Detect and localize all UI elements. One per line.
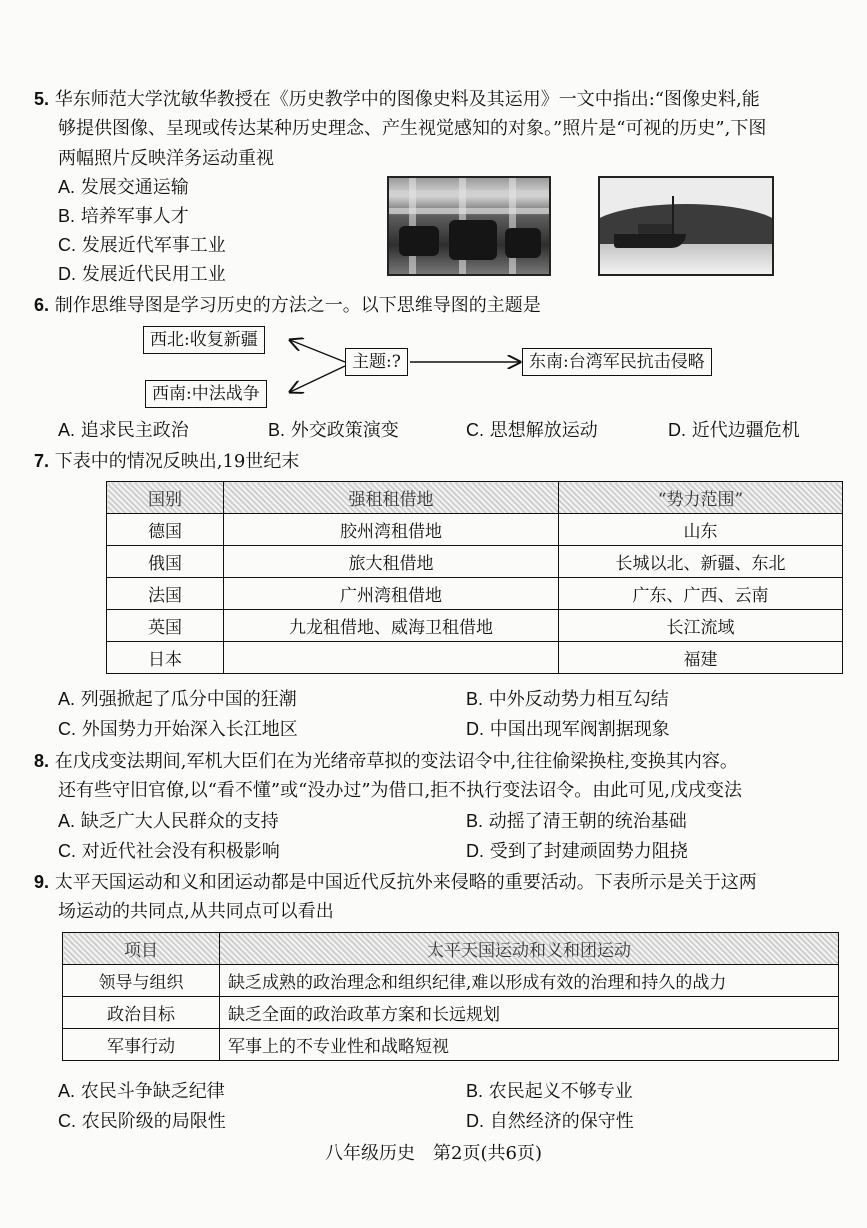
table-cell: 德国 (107, 514, 224, 546)
q5-line2: 够提供图像、呈现或传达某种历史理念、产生视觉感知的对象。”照片是“可视的历史”,下图 (58, 118, 767, 139)
table-cell: 俄国 (107, 546, 224, 578)
table-header: 国别 (107, 482, 224, 514)
table-cell: 九龙租借地、威海卫租借地 (224, 610, 559, 642)
table-cell: 日本 (107, 642, 224, 674)
table-header: “势力范围” (559, 482, 843, 514)
table-row (107, 610, 843, 642)
table-row (63, 997, 839, 1029)
table-header-row (107, 482, 843, 514)
table-cell: 广东、广西、云南 (559, 578, 843, 610)
table-cell: 军事上的不专业性和战略短视 (220, 1029, 839, 1061)
q8-option-d[interactable]: D. 受到了封建顽固势力阻挠 (466, 841, 688, 862)
q9-option-d[interactable]: D. 自然经济的保守性 (466, 1111, 634, 1132)
q8-number: 8. (34, 751, 50, 771)
q5-line3: 两幅照片反映洋务运动重视 (58, 148, 274, 169)
table-row (107, 642, 843, 674)
table-row (107, 578, 843, 610)
q5-option-c[interactable]: C. 发展近代军事工业 (58, 235, 226, 256)
q8-line2: 还有些守旧官僚,以“看不懂”或“没办过”为借口,拒不执行变法诏令。由此可见,戊戌变法 (58, 780, 742, 801)
q6-option-a[interactable]: A. 追求民主政治 (58, 420, 189, 441)
table-header: 项目 (63, 933, 220, 965)
q9-line2: 场运动的共同点,从共同点可以看出 (58, 901, 334, 922)
table-cell: 缺乏全面的政治政革方案和长远规划 (220, 997, 839, 1029)
q7-option-b[interactable]: B. 中外反动势力相互勾结 (466, 689, 669, 710)
table-header: 强租租借地 (224, 482, 559, 514)
q5-option-b[interactable]: B. 培养军事人才 (58, 206, 189, 227)
q7-number: 7. (34, 451, 50, 471)
q7-option-c[interactable]: C. 外国势力开始深入长江地区 (58, 719, 298, 740)
table-cell: 广州湾租借地 (224, 578, 559, 610)
mindmap-southwest: 西南:中法战争 (145, 380, 267, 408)
q6-option-d[interactable]: D. 近代边疆危机 (668, 420, 800, 441)
q6-number: 6. (34, 295, 50, 315)
q5-option-a[interactable]: A. 发展交通运输 (58, 177, 189, 198)
table-cell: 英国 (107, 610, 224, 642)
q8-option-c[interactable]: C. 对近代社会没有积极影响 (58, 841, 280, 862)
arrow-to-northwest (290, 340, 345, 362)
mindmap-northwest: 西北:收复新疆 (143, 326, 265, 354)
q5-option-d[interactable]: D. 发展近代民用工业 (58, 264, 226, 285)
table-row (63, 1029, 839, 1061)
table-cell: 领导与组织 (63, 965, 220, 997)
page-footer: 八年级历史 第2页(共6页) (325, 1143, 542, 1164)
q8-line1: 8. 在戊戌变法期间,军机大臣们在为光绪帝草拟的变法诏令中,往往偷梁换柱,变换其内容。 (34, 751, 738, 772)
q6-option-b[interactable]: B. 外交政策演变 (268, 420, 399, 441)
table-row (107, 546, 843, 578)
table-row (63, 965, 839, 997)
q6-line1: 6. 制作思维导图是学习历史的方法之一。以下思维导图的主题是 (34, 295, 541, 316)
q6-option-c[interactable]: C. 思想解放运动 (466, 420, 598, 441)
table-cell: 旅大租借地 (224, 546, 559, 578)
table-header: 太平天国运动和义和团运动 (220, 933, 839, 965)
table-cell (224, 642, 559, 674)
table-cell: 福建 (559, 642, 843, 674)
table-row (107, 514, 843, 546)
q9-line1: 9. 太平天国运动和义和团运动都是中国近代反抗外来侵略的重要活动。下表所示是关于这两 (34, 872, 757, 893)
q5-line1: 5. 华东师范大学沈敏华教授在《历史教学中的图像史料及其运用》一文中指出:“图像史料,能 (34, 89, 760, 110)
q7-line1: 7. 下表中的情况反映出,19世纪末 (34, 451, 300, 472)
q9-option-a[interactable]: A. 农民斗争缺乏纪律 (58, 1081, 225, 1102)
table-cell: 胶州湾租借地 (224, 514, 559, 546)
table-cell: 军事行动 (63, 1029, 220, 1061)
table-cell: 法国 (107, 578, 224, 610)
table-cell: 缺乏成熟的政治理念和组织纪律,难以形成有效的治理和持久的战力 (220, 965, 839, 997)
table-header-row (63, 933, 839, 965)
table-cell: 长江流域 (559, 610, 843, 642)
q7-table (106, 481, 843, 674)
q7-option-d[interactable]: D. 中国出现军阀割据现象 (466, 719, 670, 740)
table-cell: 山东 (559, 514, 843, 546)
q5-number: 5. (34, 89, 50, 109)
table-cell: 政治目标 (63, 997, 220, 1029)
q9-table (62, 932, 839, 1061)
q9-option-c[interactable]: C. 农民阶级的局限性 (58, 1111, 226, 1132)
q7-option-a[interactable]: A. 列强掀起了瓜分中国的狂潮 (58, 689, 297, 710)
mindmap-center: 主题:? (345, 348, 408, 376)
q8-option-a[interactable]: A. 缺乏广大人民群众的支持 (58, 811, 279, 832)
table-cell: 长城以北、新疆、东北 (559, 546, 843, 578)
q8-option-b[interactable]: B. 动摇了清王朝的统治基础 (466, 811, 687, 832)
arrow-to-southwest (290, 366, 345, 392)
q9-number: 9. (34, 872, 50, 892)
q9-option-b[interactable]: B. 农民起义不够专业 (466, 1081, 633, 1102)
mindmap-southeast: 东南:台湾军民抗击侵略 (522, 348, 712, 376)
